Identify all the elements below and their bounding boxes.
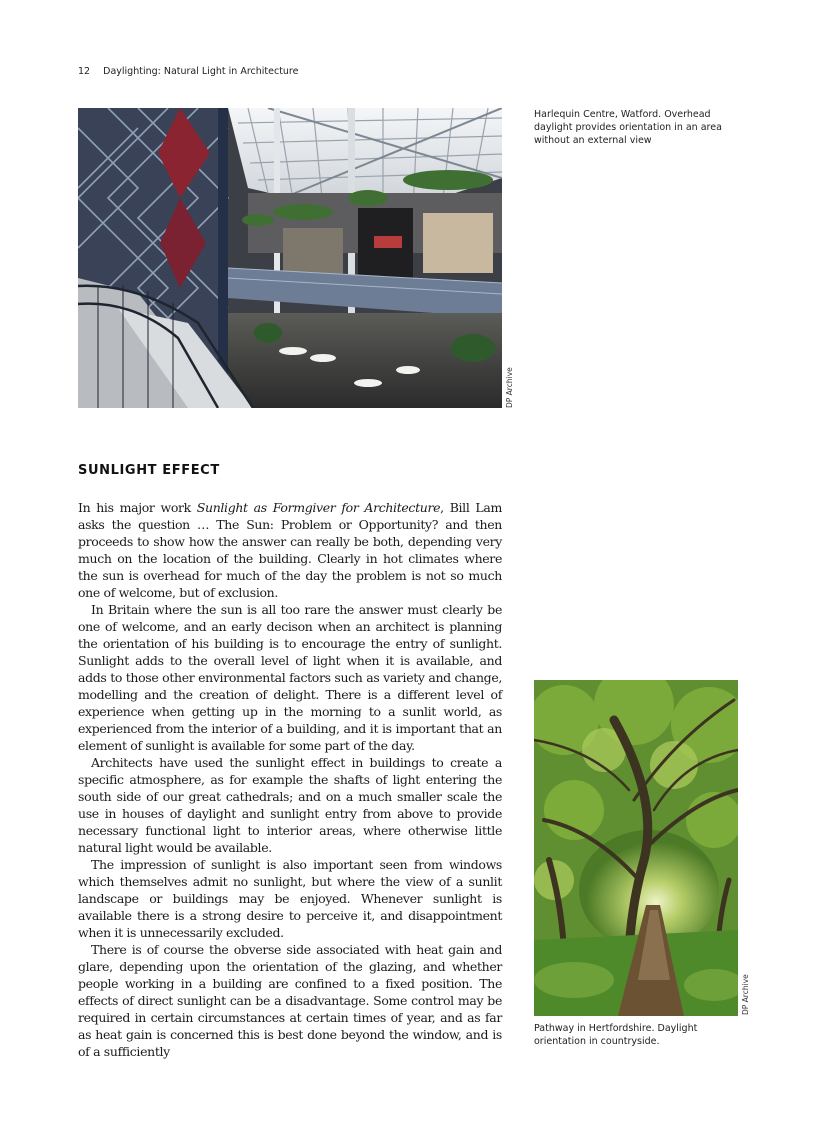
photo-credit: DP Archive — [505, 367, 514, 408]
section-heading: SUNLIGHT EFFECT — [78, 463, 220, 478]
paragraph-text: , Bill Lam asks the question … The Sun: Problem or Opportunity? and then proceeds to show how the answer can really be both, depending very much on the location of the building. Clearly in hot climates where the sun is overhead for much of the day the problem is not so much one of welcome, but of exclusion. — [78, 500, 502, 600]
woodland-pathway-illustration — [534, 680, 738, 1016]
paragraph: In Britain where the sun is all too rare the answer must clearly be one of welcome, and an early decison when an architect is planning the orientation of his building is to encourage the entry of sunlight. Sunlight adds to the overall level of light when it is available, and adds to those other environmental factors such as variety and change, modelling and the creation of delight. There is a different level of experience when getting up in the morning to a sunlit world, as experienced from the interior of a building, and it is important that an element of sunlight is available for some part of the day. — [78, 602, 502, 753]
mall-atrium-photo — [78, 108, 502, 408]
body-text — [78, 499, 502, 1060]
paragraph: The impression of sunlight is also important seen from windows which themselves admit no sunlight, but where the view of a sunlit landscape or buildings may be enjoyed. Whenever sunlight is available there is a strong desire to perceive it, and disappointment when it is unnecessarily excluded. — [78, 857, 502, 940]
paragraph — [78, 499, 502, 601]
photo-credit: DP Archive — [741, 974, 750, 1015]
paragraph: There is of course the obverse side associated with heat gain and glare, depending upon the orientation of the glazing, and whether people working in a building are confined to a fixed position. The effects of direct sunlight can be a disadvantage. Some control may be required in certain circumstances at certain times of year, and as far as heat gain is concerned this is best done beyond the window, and is of a sufficiently — [78, 942, 502, 1059]
book-title: Daylighting: Natural Light in Architecture — [103, 66, 299, 77]
woodland-pathway-photo — [534, 680, 738, 1016]
figure-caption: Harlequin Centre, Watford. Overhead daylight provides orientation in an area without an external view — [534, 109, 722, 146]
book-title-reference: Sunlight as Formgiver for Architecture — [196, 500, 441, 515]
page-number: 12 — [78, 66, 91, 77]
figure-caption: Pathway in Hertfordshire. Daylight orientation in countryside. — [534, 1023, 698, 1047]
paragraph-text: In his major work — [78, 500, 197, 515]
paragraph: Architects have used the sunlight effect in buildings to create a specific atmosphere, as for example the shafts of light entering the south side of our great cathedrals; and on a much smaller scale the use in houses of daylight and sunlight entry from above to provide necessary functional light to interior areas, where otherwise little natural light would be available. — [78, 755, 502, 855]
mall-atrium-illustration — [78, 108, 502, 408]
running-head — [78, 66, 298, 77]
